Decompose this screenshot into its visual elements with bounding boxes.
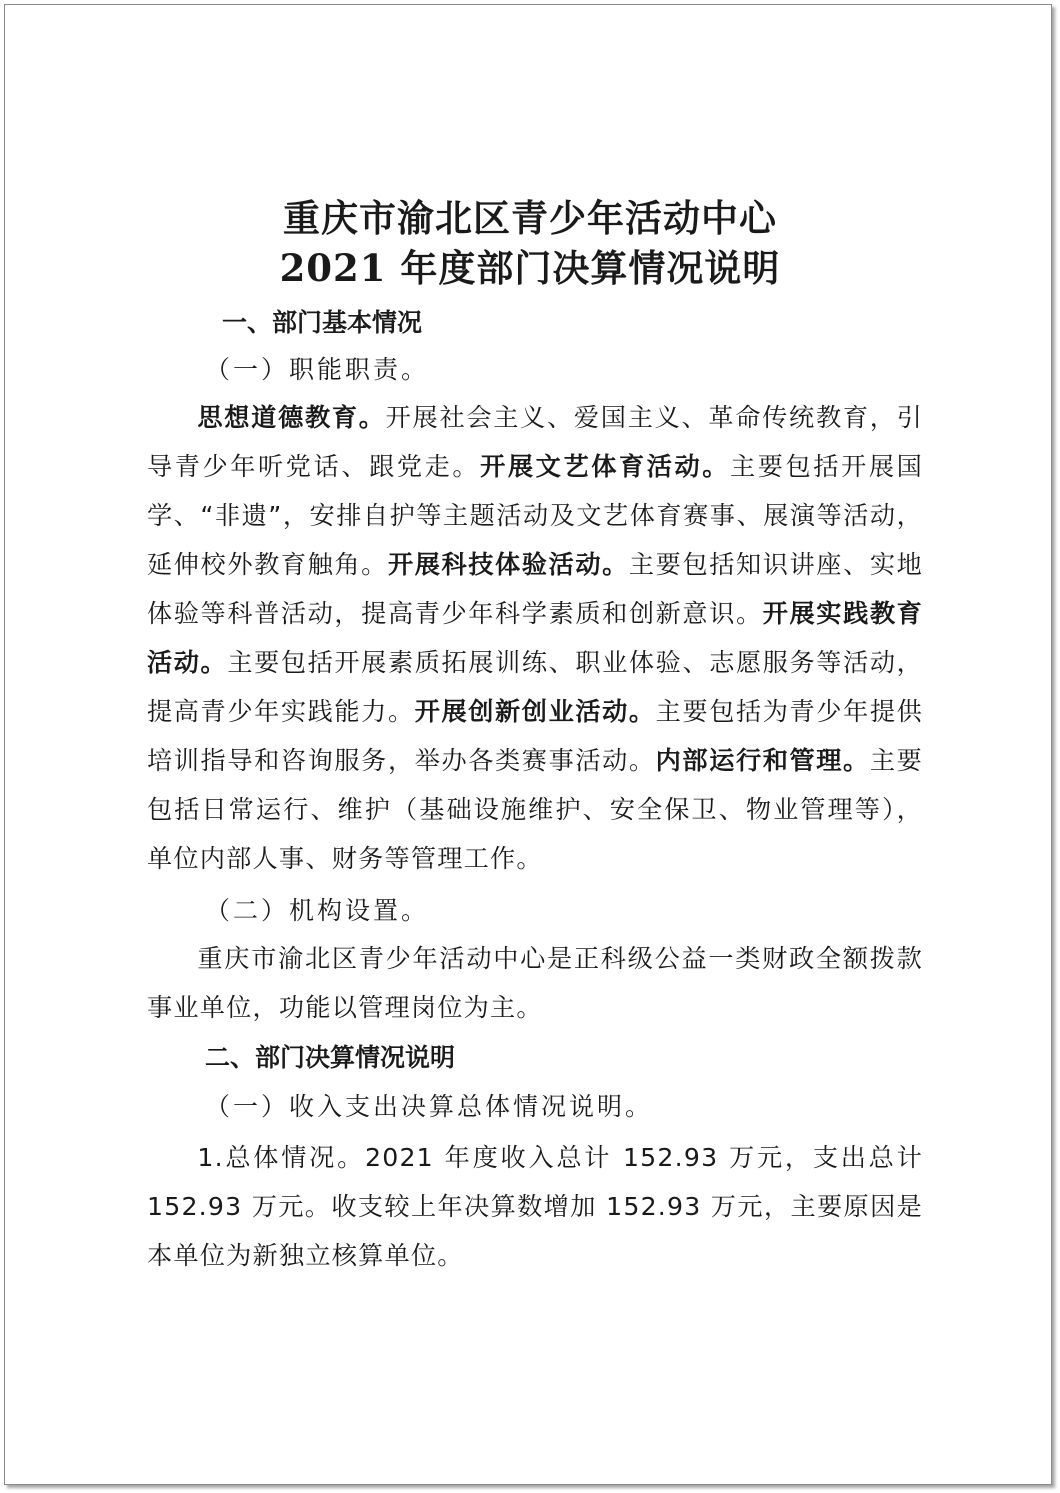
duty-text: 主要包括开展国学、“非遗”，安排自护等主题活动及文艺体育赛事、展演等活动，延伸校外教育触角。 — [147, 452, 923, 579]
organization-paragraph: 重庆市渝北区青少年活动中心是正科级公益一类财政全额拨款事业单位，功能以管理岗位为主。 — [147, 944, 923, 1022]
duty-text: 主要包括为青少年提供培训指导和咨询服务，举办各类赛事活动。 — [147, 697, 924, 775]
duty-text: 主要包括知识讲座、实地体验等科普活动，提高青少年科学素质和创新意识。 — [147, 550, 924, 628]
duties-paragraph — [147, 393, 923, 883]
duty-text: 主要包括日常运行、维护（基础设施维护、安全保卫、物业管理等），单位内部人事、财务等管理工作。 — [147, 746, 923, 873]
duty-title: 开展实践教育活动。 — [147, 599, 923, 677]
section2-sub1-heading: （一）收入支出决算总体情况说明。 — [205, 1092, 654, 1121]
section1-sub1-heading: （一）职能职责。 — [205, 355, 430, 384]
section2-heading: 二、部门决算情况说明 — [205, 1043, 456, 1072]
duty-text: 主要包括开展素质拓展训练、职业体验、志愿服务等活动，提高青少年实践能力。 — [147, 648, 924, 726]
document-title-line2: 2021 年度部门决算情况说明 — [279, 246, 781, 290]
duty-text: 开展社会主义、爱国主义、革命传统教育，引导青少年听党话、跟党走。 — [147, 403, 924, 481]
duty-title: 开展创新创业活动。 — [414, 697, 656, 726]
document-title-line1: 重庆市渝北区青少年活动中心 — [283, 196, 777, 240]
duty-title: 开展文艺体育活动。 — [480, 452, 731, 481]
duty-title: 思想道德教育。 — [197, 403, 386, 432]
duty-title: 开展科技体验活动。 — [387, 550, 629, 579]
section1-heading: 一、部门基本情况 — [222, 308, 423, 337]
overall-paragraph: 1.总体情况。2021 年度收入总计 152.93 万元，支出总计 152.93 万元。收支较上年决算数增加 152.93 万元，主要原因是本单位为新独立核算单位。 — [147, 1143, 923, 1270]
section1-sub2-heading: （二）机构设置。 — [205, 896, 430, 925]
duty-title: 内部运行和管理。 — [655, 746, 870, 775]
